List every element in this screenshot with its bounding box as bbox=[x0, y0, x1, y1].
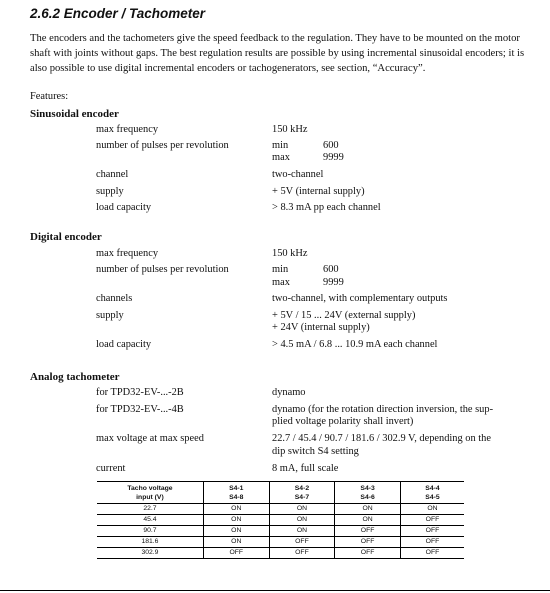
table-row bbox=[97, 504, 464, 515]
table-row bbox=[97, 526, 464, 537]
table-cell: OFF bbox=[335, 526, 401, 537]
dig-channels-value: two-channel, with complementary outputs bbox=[272, 293, 448, 304]
table-cell: ON bbox=[269, 515, 335, 526]
tacho-row2-value-2: plied voltage polarity shall invert) bbox=[272, 416, 414, 427]
tacho-row2-label: for TPD32-EV-...-4B bbox=[96, 404, 184, 415]
header-line: S4-5 bbox=[425, 493, 440, 501]
header-line: Tacho voltage bbox=[127, 484, 173, 492]
table-cell: ON bbox=[203, 504, 269, 515]
table-cell: ON bbox=[400, 504, 464, 515]
dig-supply-label: supply bbox=[96, 310, 124, 321]
table-cell: 302.9 bbox=[97, 548, 203, 559]
dig-max-frequency-value: 150 kHz bbox=[272, 248, 308, 259]
sin-pulses-label: number of pulses per revolution bbox=[96, 140, 229, 151]
tacho-max-voltage-value-2: dip switch S4 setting bbox=[272, 446, 359, 457]
table-cell: ON bbox=[269, 526, 335, 537]
header-s4-1-s4-8 bbox=[203, 482, 269, 504]
table-cell: OFF bbox=[400, 515, 464, 526]
header-line: S4-2 bbox=[294, 484, 310, 492]
table-cell: OFF bbox=[400, 537, 464, 548]
header-line: S4-8 bbox=[229, 493, 244, 501]
sin-max-frequency-value: 150 kHz bbox=[272, 124, 308, 135]
sin-supply-value: + 5V (internal supply) bbox=[272, 186, 365, 197]
dig-max-label: max bbox=[272, 277, 290, 288]
sinusoidal-encoder-heading: Sinusoidal encoder bbox=[30, 108, 119, 120]
header-line: S4-4 bbox=[425, 484, 440, 492]
dig-load-label: load capacity bbox=[96, 339, 152, 350]
dig-max-value: 9999 bbox=[323, 277, 344, 288]
analog-tachometer-heading: Analog tachometer bbox=[30, 371, 120, 383]
dig-supply-value-1: + 5V / 15 ... 24V (external supply) bbox=[272, 310, 416, 321]
table-cell: ON bbox=[335, 504, 401, 515]
table-row bbox=[97, 515, 464, 526]
table-cell: ON bbox=[203, 515, 269, 526]
digital-encoder-heading: Digital encoder bbox=[30, 231, 102, 243]
tacho-row1-value: dynamo bbox=[272, 387, 306, 398]
tacho-row1-label: for TPD32-EV-...-2B bbox=[96, 387, 184, 398]
table-header-row bbox=[97, 482, 464, 504]
dig-supply-value-2: + 24V (internal supply) bbox=[272, 322, 370, 333]
header-tacho-voltage bbox=[97, 482, 203, 504]
sin-max-value: 9999 bbox=[323, 152, 344, 163]
table-cell: 45.4 bbox=[97, 515, 203, 526]
table-cell: OFF bbox=[203, 548, 269, 559]
table-cell: OFF bbox=[400, 526, 464, 537]
sin-channel-label: channel bbox=[96, 169, 129, 180]
tacho-max-voltage-label: max voltage at max speed bbox=[96, 433, 204, 444]
table-cell: 181.6 bbox=[97, 537, 203, 548]
sin-load-label: load capacity bbox=[96, 202, 152, 213]
dig-max-frequency-label: max frequency bbox=[96, 248, 159, 259]
table-cell: OFF bbox=[335, 548, 401, 559]
table-cell: OFF bbox=[400, 548, 464, 559]
sin-max-frequency-label: max frequency bbox=[96, 124, 159, 135]
tacho-row2-value-1: dynamo (for the rotation direction inversion, the sup- bbox=[272, 404, 494, 415]
header-line: S4-1 bbox=[229, 484, 244, 492]
header-line: input (V) bbox=[136, 493, 164, 501]
sin-min-value: 600 bbox=[323, 140, 339, 151]
features-label: Features: bbox=[30, 91, 69, 102]
tacho-current-value: 8 mA, full scale bbox=[272, 463, 339, 474]
section-title: 2.6.2 Encoder / Tachometer bbox=[30, 6, 206, 21]
intro-paragraph: The encoders and the tachometers give the speed feedback to the regulation. They have to be mounted on the motor shaft with joints without gaps. The best regulation results are possible by using incremental sinusoidal encoders; it is also possible to use digital incremental encoders or tachogenerators, see section, “Accuracy”. bbox=[30, 33, 525, 74]
table-cell: ON bbox=[203, 537, 269, 548]
table-cell: ON bbox=[335, 515, 401, 526]
table-row bbox=[97, 548, 464, 559]
dig-min-label: min bbox=[272, 264, 289, 275]
sin-load-value: > 8.3 mA pp each channel bbox=[272, 202, 381, 213]
sin-min-label: min bbox=[272, 140, 289, 151]
sin-supply-label: supply bbox=[96, 186, 124, 197]
dip-switch-table bbox=[97, 481, 464, 559]
bottom-rule bbox=[0, 590, 550, 591]
table-row bbox=[97, 537, 464, 548]
sin-max-label: max bbox=[272, 152, 290, 163]
header-s4-4-s4-5 bbox=[400, 482, 464, 504]
dig-load-value: > 4.5 mA / 6.8 ... 10.9 mA each channel bbox=[272, 339, 438, 350]
table-cell: OFF bbox=[269, 548, 335, 559]
table-cell: OFF bbox=[269, 537, 335, 548]
header-line: S4-3 bbox=[360, 484, 375, 492]
dig-pulses-label: number of pulses per revolution bbox=[96, 264, 229, 275]
table-cell: OFF bbox=[335, 537, 401, 548]
table-cell: ON bbox=[203, 526, 269, 537]
table-cell: ON bbox=[269, 504, 335, 515]
header-s4-3-s4-6 bbox=[335, 482, 401, 504]
dig-min-value: 600 bbox=[323, 264, 339, 275]
tacho-max-voltage-value-1: 22.7 / 45.4 / 90.7 / 181.6 / 302.9 V, depending on the bbox=[272, 433, 491, 444]
dig-channels-label: channels bbox=[96, 293, 133, 304]
header-s4-2-s4-7 bbox=[269, 482, 335, 504]
header-line: S4-6 bbox=[360, 493, 375, 501]
tacho-current-label: current bbox=[96, 463, 126, 474]
header-line: S4-7 bbox=[294, 493, 310, 501]
table-cell: 22.7 bbox=[97, 504, 203, 515]
table-cell: 90.7 bbox=[97, 526, 203, 537]
sin-channel-value: two-channel bbox=[272, 169, 324, 180]
